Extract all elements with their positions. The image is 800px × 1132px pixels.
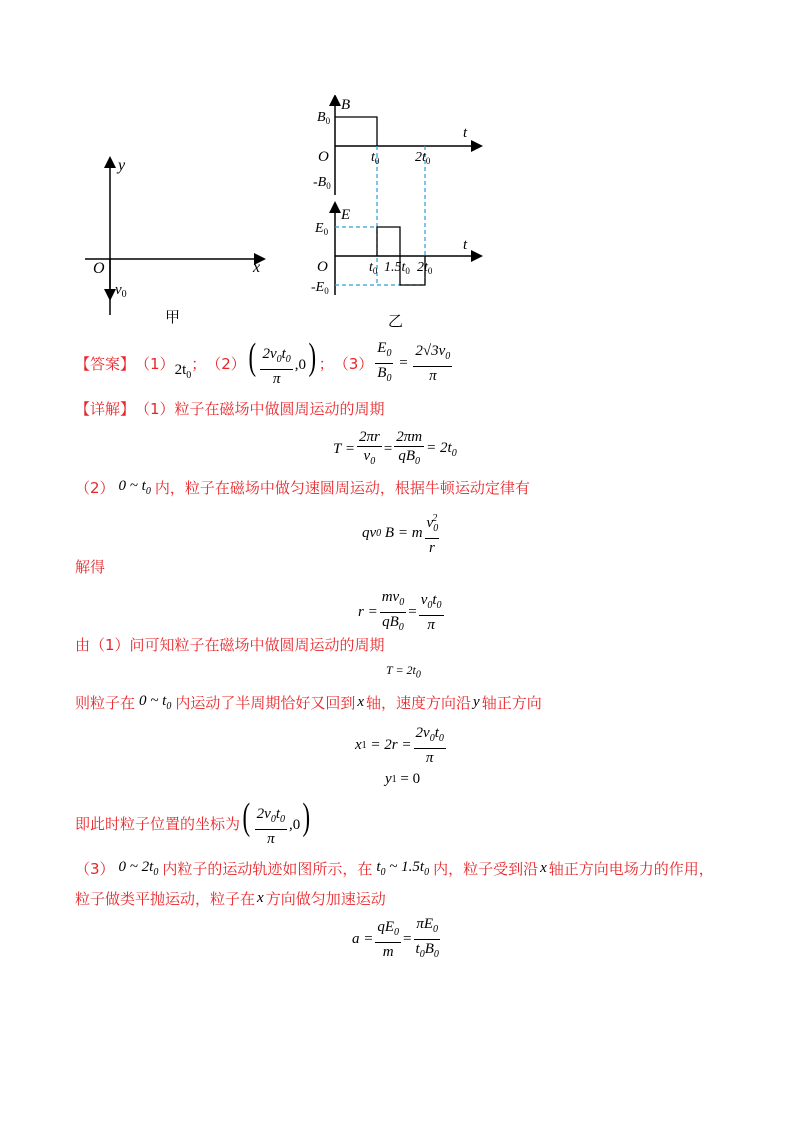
b-2t0-label: $2t_0$ — [415, 150, 431, 166]
figure-yi — [305, 95, 485, 330]
detail-line-4: 由（1）问可知粒子在磁场中做圆周运动的周期 — [75, 636, 385, 654]
e-t0-label: $t_0$ — [369, 260, 378, 276]
b0-label: $B_0$ — [317, 110, 331, 126]
answer-label: 【答案】 — [75, 354, 136, 373]
e-y-label: E — [341, 207, 351, 223]
eq-accel: a = $\frac{qE_0}{m}$ = $\frac{\pi E_0}{t_0B_0}$ — [352, 916, 439, 960]
answer-2: ( $\frac{2v_0t_0}{\pi}$ ,0) — [248, 336, 317, 387]
e0-label: $E_0$ — [315, 221, 329, 237]
detail-line-5: 则粒子在 0 ~ $t_0$ 内运动了半周期恰好又回到 x 轴，速度方向沿 y 轴正方向 — [75, 693, 542, 712]
origin-label: O — [93, 260, 105, 277]
eq-period: T = $\frac{2\pi r}{v_0}$ = $\frac{2\pi m}{qB_0}$ = $2t_0$ — [333, 429, 457, 467]
neg-e0-label: $-E_0$ — [311, 280, 329, 296]
detail-line-8: 粒子做类平抛运动，粒子在 x 方向做匀加速运动 — [75, 890, 386, 908]
eq-x1: x 1 = 2r = $\frac{2v_0t_0}{\pi}$ — [355, 725, 444, 766]
answer-line: 【答案】 （1） $2t_0$ ； （2） ( $\frac{2v_0t_0}{\pi}$ ,0) ； （3） $\frac{E_0}{B_0}$ = $\frac{2√3v_0}{\pi}$ — [75, 340, 454, 386]
detail-line-6: 即此时粒子位置的坐标为 ( $\frac{2v_0t_0}{\pi}$ ,0) — [75, 796, 311, 847]
b-t-label: t — [463, 125, 468, 141]
neg-b0-label: $-B_0$ — [313, 175, 331, 191]
v0-label: $v_0$ — [115, 282, 127, 300]
detail-line-7: （3） 0 ~ $2t_0$ 内粒子的运动轨迹如图所示，在 $t_0$ ~ $1.5t_0$ 内，粒子受到沿 x 轴正方向电场力的作用， — [75, 859, 714, 878]
b-pulse — [335, 117, 377, 146]
e-15t0-label: $1.5t_0$ — [384, 260, 410, 276]
detail-line-1: 【详解】 （1）粒子在磁场中做圆周运动的周期 — [75, 400, 385, 418]
e-t-label: t — [463, 237, 468, 253]
caption-yi: 乙 — [388, 314, 404, 330]
detail-line-3: 解得 — [75, 558, 106, 576]
answer-1: $2t_0$ — [174, 361, 192, 381]
b-y-label: B — [341, 97, 351, 113]
b-t0-label: $t_0$ — [371, 150, 380, 166]
e-origin: O — [317, 259, 328, 275]
eq-newton: qv 0 B = m $\frac{v_0^2}{r}$ — [362, 510, 441, 557]
eq-radius: r = $\frac{mv_0}{qB_0}$ = $\frac{v_0t_0}{\pi}$ — [358, 589, 442, 633]
answer-3: $\frac{E_0}{B_0}$ = $\frac{2√3v_0}{\pi}$ — [377, 339, 451, 384]
caption-jia: 甲 — [165, 310, 181, 326]
detail-line-2: （2） 0 ~ $t_0$ 内，粒子在磁场中做匀速圆周运动，根据牛顿运动定律有 — [75, 478, 530, 497]
eq-period-2: $T = 2t_0$ — [386, 663, 421, 681]
eq-y1: y 1 = 0 — [385, 771, 421, 787]
x-label: x — [253, 259, 261, 276]
e-2t0-label: $2t_0$ — [417, 260, 433, 276]
y-label: y — [118, 157, 126, 174]
figure-jia — [75, 150, 275, 330]
b-origin: O — [318, 149, 329, 165]
